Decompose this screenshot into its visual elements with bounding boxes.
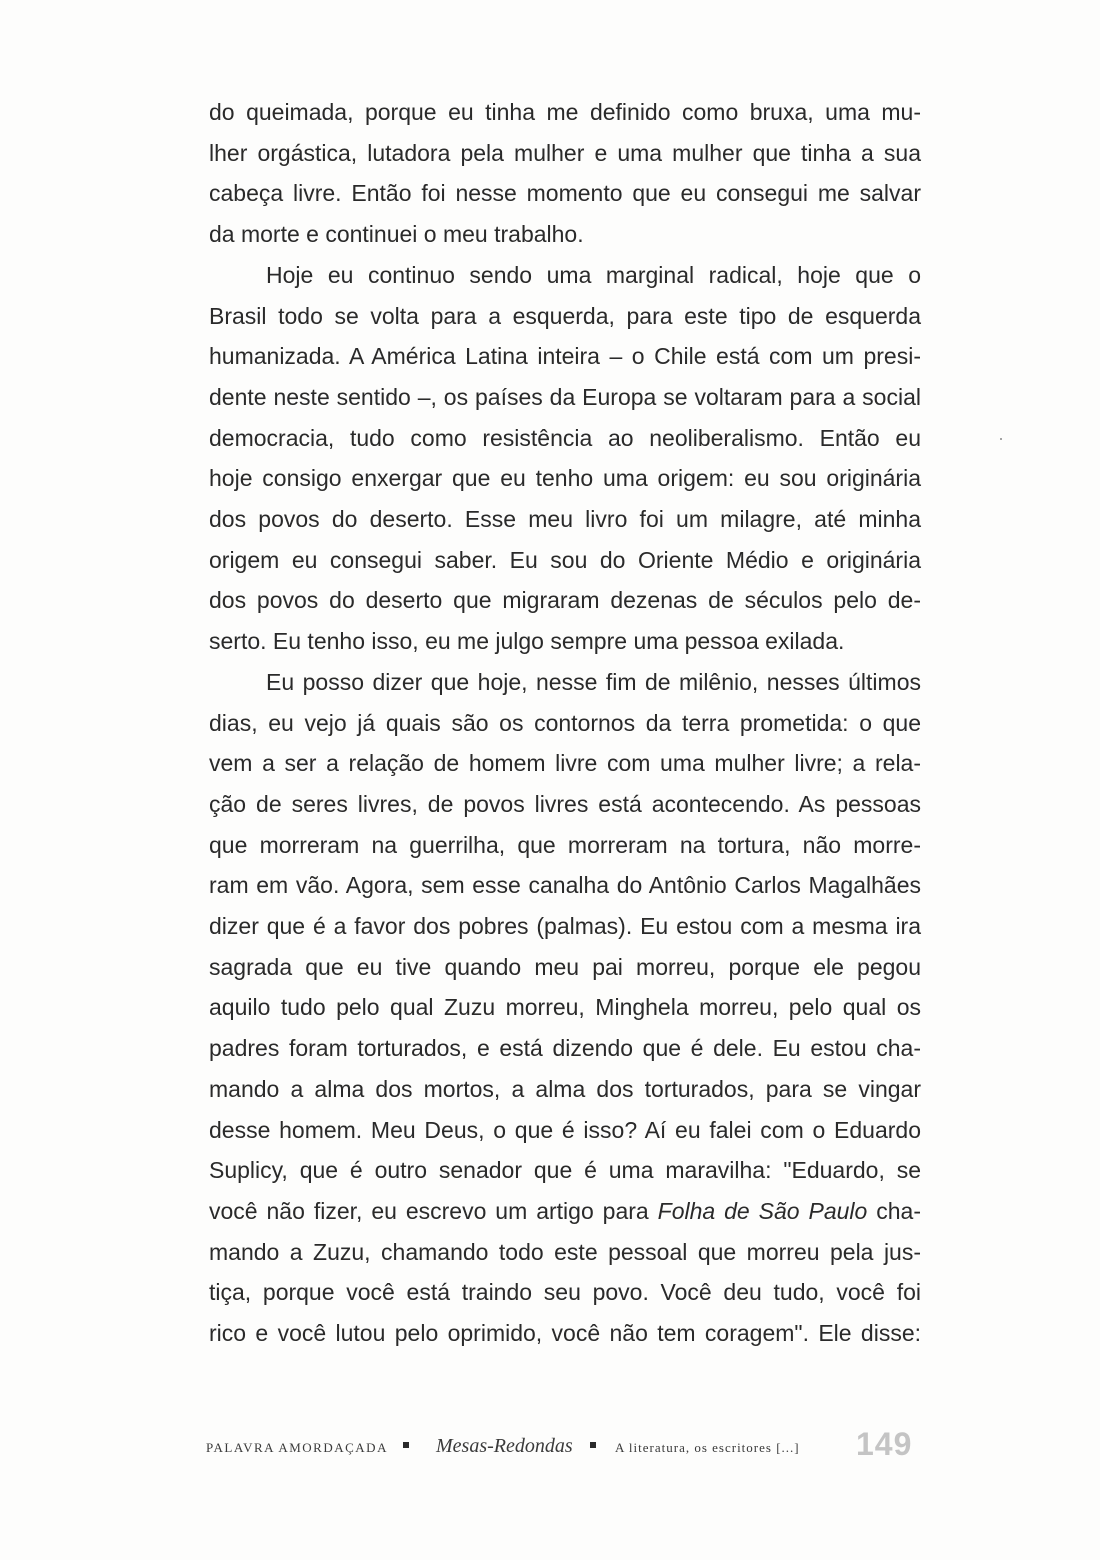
text-line: Brasil todo se volta para a esquerda, para este tipo de esquerda [209, 302, 921, 329]
text-line: rico e você lutou pelo oprimido, você não tem coragem". Ele disse: [209, 1320, 921, 1347]
scan-speck [1000, 438, 1002, 440]
text-line: desse homem. Meu Deus, o que é isso? Aí eu falei com o Eduardo [209, 1116, 921, 1143]
text-line: humanizada. A América Latina inteira – o Chile está com um presi- [209, 343, 921, 370]
text-line: ram em vão. Agora, sem esse canalha do Antônio Carlos Magalhães [209, 872, 921, 899]
text-line: Suplicy, que é outro senador que é uma maravilha: "Eduardo, se [209, 1157, 921, 1184]
text-line: aquilo tudo pelo qual Zuzu morreu, Minghela morreu, pelo qual os [209, 994, 921, 1021]
text-line: vem a ser a relação de homem livre com uma mulher livre; a rela- [209, 750, 921, 777]
text-line: democracia, tudo como resistência ao neoliberalismo. Então eu [209, 424, 921, 451]
text-line: dizer que é a favor dos pobres (palmas). Eu estou com a mesma ira [209, 913, 921, 940]
text-line: serto. Eu tenho isso, eu me julgo sempre uma pessoa exilada. [209, 628, 845, 655]
paragraph-2 [209, 255, 921, 662]
text-line: padres foram torturados, e está dizendo que é dele. Eu estou cha- [209, 1035, 921, 1062]
text-line: da morte e continuei o meu trabalho. [209, 221, 584, 248]
text-line: ção de seres livres, de povos livres está acontecendo. As pessoas [209, 790, 921, 817]
text-line: lher orgástica, lutadora pela mulher e uma mulher que tinha a sua [209, 139, 921, 166]
text-line: dias, eu vejo já quais são os contornos da terra prometida: o que [209, 709, 921, 736]
text-line: Eu posso dizer que hoje, nesse fim de milênio, nesses últimos [266, 668, 921, 695]
body-text [209, 92, 921, 1354]
newspaper-title: Folha de São Paulo [657, 1197, 868, 1224]
bullet-separator-icon [403, 1442, 409, 1448]
text-line: Hoje eu continuo sendo uma marginal radical, hoje que o [266, 261, 921, 288]
text-line: sagrada que eu tive quando meu pai morreu, porque ele pegou [209, 953, 921, 980]
text-line: dos povos do deserto. Esse meu livro foi um milagre, até minha [209, 506, 921, 533]
text-line: dos povos do deserto que migraram dezenas de séculos pelo de- [209, 587, 921, 614]
text-line: que morreram na guerrilha, que morreram na tortura, não morre- [209, 831, 921, 858]
bullet-separator-icon [590, 1442, 596, 1448]
page-footer [206, 1428, 922, 1464]
text-line: cabeça livre. Então foi nesse momento que eu consegui me salvar [209, 180, 921, 207]
text-line: dente neste sentido –, os países da Europa se voltaram para a social [209, 383, 921, 410]
paragraph-3 [209, 662, 921, 1354]
text-line: origem eu consegui saber. Eu sou do Oriente Médio e originária [209, 546, 921, 573]
text-line: hoje consigo enxergar que eu tenho uma origem: eu sou originária [209, 465, 921, 492]
paragraph-1 [209, 92, 921, 255]
page-number: 149 [856, 1426, 913, 1462]
text-line: mando a alma dos mortos, a alma dos torturados, para se vingar [209, 1075, 921, 1102]
text-line-with-italic [209, 1191, 921, 1232]
text-line: do queimada, porque eu tinha me definido como bruxa, uma mu- [209, 99, 921, 125]
text-line: tiça, porque você está traindo seu povo. Você deu tudo, você foi [209, 1279, 921, 1306]
footer-chapter-title: A literatura, os escritores [...] [615, 1440, 800, 1455]
text-run: cha- [867, 1197, 921, 1224]
text-line: mando a Zuzu, chamando todo este pessoal que morreu pela jus- [209, 1238, 921, 1265]
footer-book-title: PALAVRA AMORDAÇADA [206, 1440, 388, 1455]
footer-section-title: Mesas-Redondas [436, 1435, 573, 1457]
text-run: você não fizer, eu escrevo um artigo para [209, 1197, 658, 1224]
